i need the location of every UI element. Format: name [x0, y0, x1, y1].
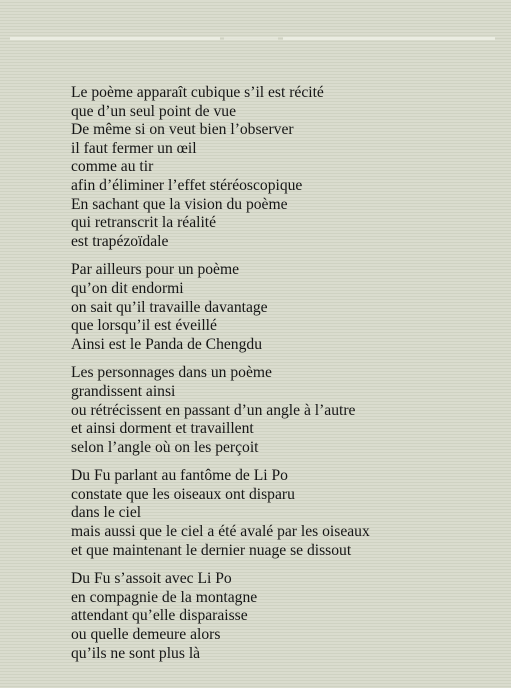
- poem-line: grandissent ainsi: [71, 382, 176, 400]
- poem-line: En sachant que la vision du poème: [71, 195, 288, 213]
- poem-line: ou quelle demeure alors: [71, 626, 221, 644]
- poem-line: De même si on veut bien l’observer: [71, 121, 294, 139]
- poem-line: et ainsi dorment et travaillent: [71, 420, 254, 438]
- poem-body: [71, 84, 501, 673]
- poem-line: que d’un seul point de vue: [71, 102, 236, 120]
- poem-line: qu’ils ne sont plus là: [71, 644, 201, 662]
- poem-line: qu’on dit endormi: [71, 279, 184, 297]
- poem-line: et que maintenant le dernier nuage se dissout: [71, 541, 352, 559]
- poem-line: comme au tir: [71, 158, 154, 176]
- poem-line: Le poème apparaît cubique s’il est récité: [71, 84, 324, 101]
- poem-line: ou rétrécissent en passant d’un angle à l’autre: [71, 401, 356, 419]
- poem-line: qui retranscrit la réalité: [71, 214, 217, 232]
- poem-line: afin d’éliminer l’effet stéréoscopique: [71, 176, 303, 194]
- poem-line: mais aussi que le ciel a été avalé par les oiseaux: [71, 523, 370, 541]
- top-divider-middle: [224, 37, 278, 40]
- poem-line: Par ailleurs pour un poème: [71, 261, 240, 279]
- poem-line: Les personnages dans un poème: [71, 364, 272, 382]
- poem-stanza: [71, 84, 501, 251]
- poem-line: est trapézoïdale: [71, 232, 169, 250]
- poem-line: dans le ciel: [71, 504, 142, 522]
- poem-line: Du Fu s’assoit avec Li Po: [71, 570, 232, 588]
- poem-line: Ainsi est le Panda de Chengdu: [71, 335, 262, 353]
- poem-line: on sait qu’il travaille davantage: [71, 298, 268, 316]
- poem-line: constate que les oiseaux ont disparu: [71, 485, 295, 503]
- poem-line: que lorsqu’il est éveillé: [71, 317, 217, 335]
- poem-line: Du Fu parlant au fantôme de Li Po: [71, 467, 288, 485]
- poem-line: il faut fermer un œil: [71, 139, 197, 157]
- poem-line: attendant qu’elle disparaisse: [71, 607, 248, 625]
- poem-line: selon l’angle où on les perçoit: [71, 438, 259, 456]
- poem-stanza: [71, 570, 501, 663]
- poem-stanza: [71, 261, 501, 354]
- poem-line: en compagnie de la montagne: [71, 588, 258, 606]
- poem-stanza: [71, 467, 501, 560]
- top-divider-left: [10, 37, 220, 40]
- top-divider-right: [283, 37, 495, 40]
- poem-stanza: [71, 364, 501, 457]
